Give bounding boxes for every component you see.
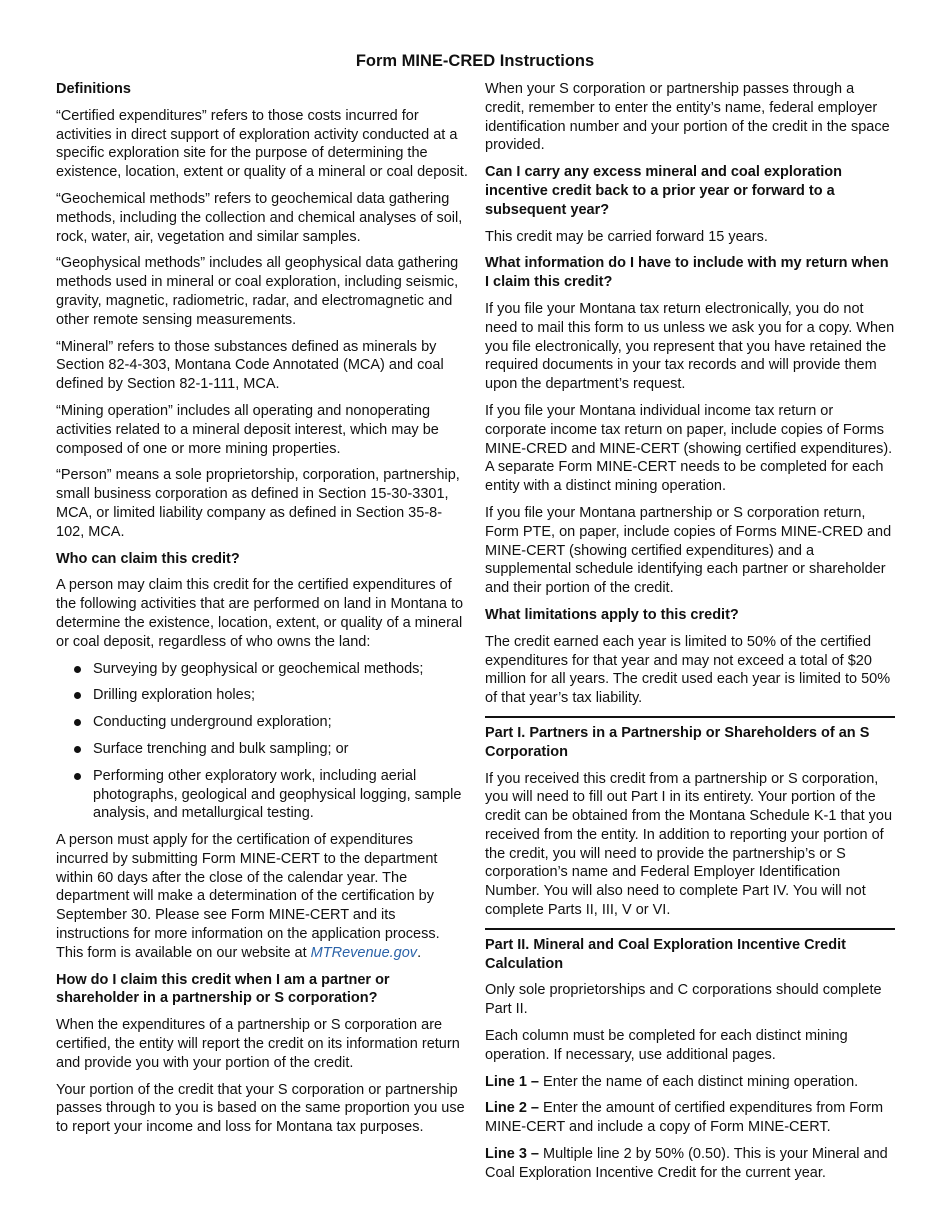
include-info-heading: What information do I have to include with my return when I claim this credit? [485, 255, 889, 291]
partner-claim-heading: How do I claim this credit when I am a partner or shareholder in a partnership or S corporation? [56, 971, 390, 1007]
part-2-heading: Part II. Mineral and Coal Exploration Incentive Credit Calculation [485, 936, 846, 972]
carryforward-heading: Can I carry any excess mineral and coal exploration incentive credit back to a prior year or forward to a subsequent year? [485, 164, 843, 218]
definition-person: “Person” means a sole proprietorship, corporation, partnership, small business corporation as defined in Section 15-30-3301, MCA, or limited liability company as defined in Section 35-8-102, MCA. [56, 467, 460, 540]
include-info-text-3: If you file your Montana partnership or S corporation return, Form PTE, on paper, include copies of Forms MINE-CRED and MINE-CERT (showing certified expenditures) and a supplemental schedule identifying each partner or shareholder and their portion of the credit. [485, 504, 892, 597]
list-item-text: Performing other exploratory work, including aerial photographs, geological and geophysical logging, sample analysis, and metallurgical testing. [93, 767, 462, 822]
application-text: A person must apply for the certification of expenditures incurred by submitting Form MINE-CERT to the department within 60 days after the close of the calendar year. The department will make a determination of the certification by September 30. Please see Form MINE-CERT and its instructions for more information on the application process. This form is available on our website at [56, 832, 440, 961]
line-1-instruction [485, 1073, 895, 1092]
line-2-instruction [485, 1099, 895, 1137]
line-1-label: Line 1 – [485, 1073, 539, 1090]
part-1-text: If you received this credit from a partnership or S corporation, you will need to fill out Part I in its entirety. Your portion of the credit can be obtained from the Montana Schedule K-1 that you received from the entity. In addition to reporting your portion of the credit, you will need to provide the partnership’s or S corporation’s name and Federal Employer Identification Number. You will also need to complete Part IV. You will not complete Parts II, III, V or VI. [485, 770, 893, 919]
passthrough-text: When your S corporation or partnership passes through a credit, remember to enter the entity’s name, federal employer identification number and your portion of the credit in the space provided. [485, 81, 890, 154]
include-info-text-1: If you file your Montana tax return electronically, you do not need to mail this form to us unless we ask you for a copy. When you file electronically, you represent that you have retained the required documents in your tax records and will provide them upon the department’s request. [485, 300, 895, 393]
list-item [74, 740, 468, 759]
list-item [74, 686, 468, 705]
limitations-text: The credit earned each year is limited to 50% of the certified expenditures for that year and may not exceed a total of $20 million for all years. The credit used each year is limited to 50% of that year’s tax liability. [485, 633, 891, 707]
definitions-heading: Definitions [56, 81, 131, 97]
line-3-instruction [485, 1145, 895, 1183]
partner-claim-text-2: Your portion of the credit that your S corporation or partnership passes through to you is based on the same proportion you use to report your income and loss for Montana tax purposes. [56, 1081, 465, 1136]
list-item [74, 767, 468, 823]
list-item-text: Drilling exploration holes; [93, 687, 255, 704]
bullet-icon [74, 692, 81, 699]
mtrevenue-link[interactable]: MTRevenue.gov [310, 944, 418, 961]
part-1-heading: Part I. Partners in a Partnership or Shareholders of an S Corporation [485, 724, 870, 760]
who-can-claim-heading: Who can claim this credit? [56, 550, 240, 567]
activity-list [56, 660, 468, 824]
partner-claim-text-1: When the expenditures of a partnership or S corporation are certified, the entity will report the credit on its information return and provide you with your portion of the credit. [56, 1017, 460, 1071]
definition-mineral: “Mineral” refers to those substances defined as minerals by Section 82-4-303, Montana Code Annotated (MCA) and coal defined by Section 82-1-111, MCA. [56, 338, 444, 393]
application-paragraph [56, 831, 468, 963]
line-3-text: Multiple line 2 by 50% (0.50). This is your Mineral and Coal Exploration Incentive Credit for the current year. [485, 1146, 888, 1181]
list-item [74, 660, 468, 679]
bullet-icon [74, 746, 81, 753]
definition-geochemical-methods: “Geochemical methods” refers to geochemical data gathering methods, including the collection and chemical analyses of soil, rock, water, air, vegetation and similar samples. [56, 190, 463, 245]
right-column [485, 80, 895, 1191]
bullet-icon [74, 666, 81, 673]
list-item-text: Conducting underground exploration; [93, 714, 332, 731]
who-can-claim-text: A person may claim this credit for the certified expenditures of the following activities that are performed on land in Montana to determine the existence, location, extent, or quality of a mineral or coal deposit, regardless of who owns the land: [56, 577, 464, 650]
line-1-text: Enter the name of each distinct mining operation. [539, 1073, 859, 1090]
list-item [74, 713, 468, 732]
application-end: . [417, 944, 422, 961]
line-3-label: Line 3 – [485, 1146, 539, 1163]
section-divider [485, 716, 895, 718]
limitations-heading: What limitations apply to this credit? [485, 606, 739, 623]
list-item-text: Surface trenching and bulk sampling; or [93, 740, 349, 757]
left-column [56, 80, 468, 1145]
bullet-icon [74, 773, 81, 780]
line-2-label: Line 2 – [485, 1100, 539, 1117]
part-2-text-2: Each column must be completed for each distinct mining operation. If necessary, use additional pages. [485, 1028, 848, 1063]
line-2-text: Enter the amount of certified expenditures from Form MINE-CERT and include a copy of Form MINE-CERT. [485, 1100, 884, 1136]
bullet-icon [74, 719, 81, 726]
definition-geophysical-methods: “Geophysical methods” includes all geophysical data gathering methods used in mineral or coal exploration, including seismic, gravity, magnetic, radiometric, radar, and electromagnetic and other remote sensing measurements. [56, 255, 459, 328]
include-info-text-2: If you file your Montana individual income tax return or corporate income tax return on paper, include copies of Forms MINE-CRED and MINE-CERT (showing certified expenditures). A separate Form MINE-CERT needs to be completed for each entity with a distinct mining operation. [485, 402, 893, 495]
definition-certified-expenditures: “Certified expenditures” refers to those costs incurred for activities in direct support of exploration activity conducted at a specific exploration site for the purpose of determining the existence, location, extent or quality of a mineral or coal deposit. [56, 107, 468, 181]
list-item-text: Surveying by geophysical or geochemical methods; [93, 660, 424, 677]
part-2-text-1: Only sole proprietorships and C corporations should complete Part II. [485, 982, 882, 1018]
page-title: Form MINE-CRED Instructions [355, 52, 595, 70]
section-divider [485, 928, 895, 930]
definition-mining-operation: “Mining operation” includes all operating and nonoperating activities related to a mineral deposit interest, which may be composed of one or more mining properties. [56, 402, 439, 457]
carryforward-text: This credit may be carried forward 15 years. [485, 228, 768, 245]
